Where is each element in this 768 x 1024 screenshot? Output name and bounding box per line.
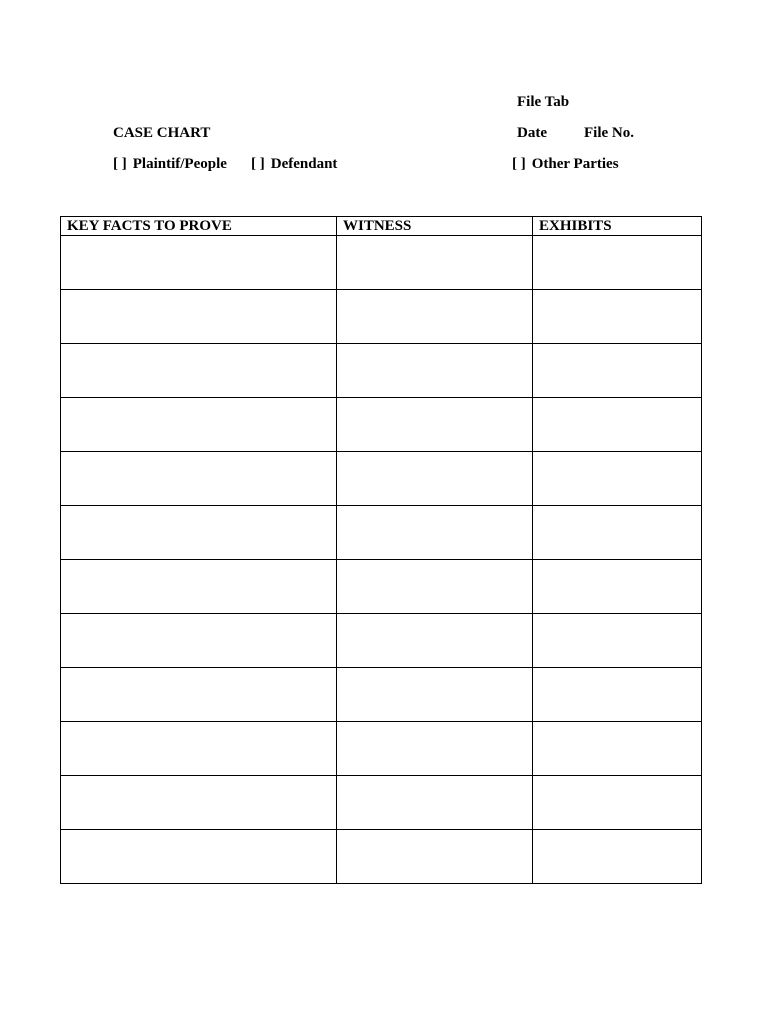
file-tab-label: File Tab <box>517 94 570 110</box>
table-header-row <box>61 217 702 236</box>
key-facts-cell[interactable] <box>61 614 337 668</box>
witness-cell[interactable] <box>337 830 533 884</box>
table-row <box>61 776 702 830</box>
exhibits-cell[interactable] <box>533 236 702 290</box>
exhibits-cell[interactable] <box>533 344 702 398</box>
key-facts-cell[interactable] <box>61 398 337 452</box>
plaintiff-label: Plaintif/People <box>132 156 227 172</box>
exhibits-cell[interactable] <box>533 560 702 614</box>
key-facts-cell[interactable] <box>61 344 337 398</box>
key-facts-cell[interactable] <box>61 290 337 344</box>
table-row <box>61 344 702 398</box>
exhibits-cell[interactable] <box>533 614 702 668</box>
witness-cell[interactable] <box>337 344 533 398</box>
key-facts-cell[interactable] <box>61 560 337 614</box>
exhibits-cell[interactable] <box>533 830 702 884</box>
exhibits-cell[interactable] <box>533 722 702 776</box>
exhibits-cell[interactable] <box>533 776 702 830</box>
witness-cell[interactable] <box>337 722 533 776</box>
table-body <box>61 236 702 884</box>
key-facts-cell[interactable] <box>61 668 337 722</box>
key-facts-cell[interactable] <box>61 506 337 560</box>
date-label: Date <box>517 125 547 141</box>
exhibits-cell[interactable] <box>533 290 702 344</box>
key-facts-cell[interactable] <box>61 722 337 776</box>
table-row <box>61 722 702 776</box>
table-row <box>61 560 702 614</box>
defendant-checkbox[interactable]: [ ] <box>251 156 265 172</box>
other-parties-label: Other Parties <box>531 156 619 172</box>
column-header-witness: WITNESS <box>337 217 533 236</box>
plaintiff-option[interactable] <box>113 157 227 172</box>
exhibits-cell[interactable] <box>533 398 702 452</box>
key-facts-cell[interactable] <box>61 776 337 830</box>
defendant-option[interactable] <box>251 157 337 172</box>
witness-cell[interactable] <box>337 236 533 290</box>
case-chart-table <box>60 216 702 884</box>
witness-cell[interactable] <box>337 290 533 344</box>
key-facts-cell[interactable] <box>61 236 337 290</box>
key-facts-cell[interactable] <box>61 452 337 506</box>
table-row <box>61 614 702 668</box>
table-row <box>61 398 702 452</box>
table-row <box>61 668 702 722</box>
exhibits-cell[interactable] <box>533 506 702 560</box>
page-title: CASE CHART <box>113 125 211 141</box>
key-facts-cell[interactable] <box>61 830 337 884</box>
witness-cell[interactable] <box>337 452 533 506</box>
witness-cell[interactable] <box>337 398 533 452</box>
plaintiff-checkbox[interactable]: [ ] <box>113 156 127 172</box>
column-header-exhibits: EXHIBITS <box>533 217 702 236</box>
exhibits-cell[interactable] <box>533 668 702 722</box>
defendant-label: Defendant <box>270 156 338 172</box>
witness-cell[interactable] <box>337 776 533 830</box>
file-no-label: File No. <box>584 125 634 141</box>
witness-cell[interactable] <box>337 506 533 560</box>
table-row <box>61 290 702 344</box>
witness-cell[interactable] <box>337 614 533 668</box>
table-row <box>61 452 702 506</box>
exhibits-cell[interactable] <box>533 452 702 506</box>
witness-cell[interactable] <box>337 668 533 722</box>
other-parties-option[interactable] <box>512 157 619 172</box>
witness-cell[interactable] <box>337 560 533 614</box>
table-row <box>61 236 702 290</box>
column-header-key-facts: KEY FACTS TO PROVE <box>61 217 337 236</box>
table-row <box>61 830 702 884</box>
table-row <box>61 506 702 560</box>
other-parties-checkbox[interactable]: [ ] <box>512 156 526 172</box>
